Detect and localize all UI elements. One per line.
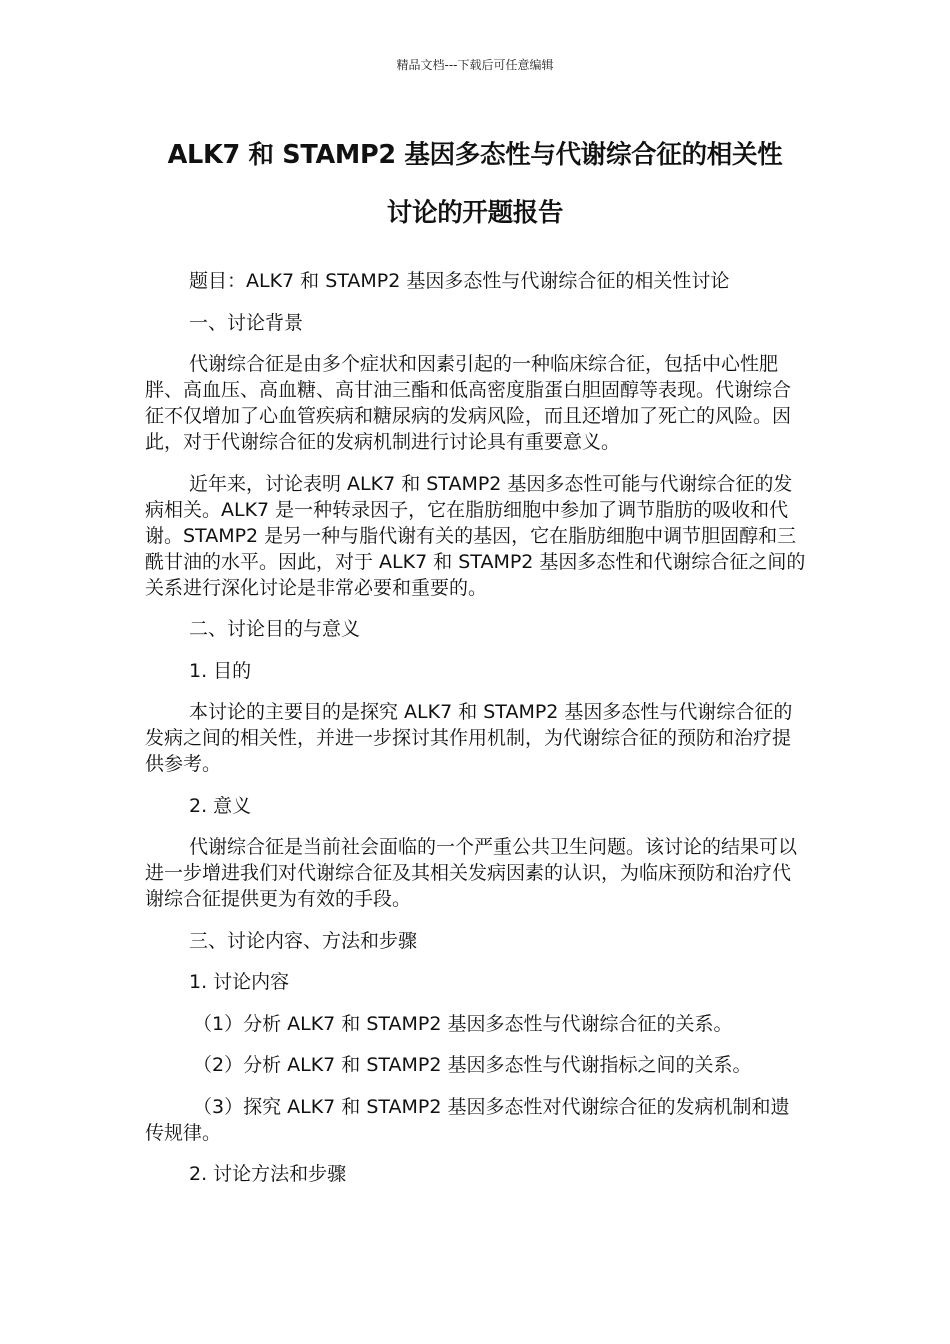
- page-header-watermark: 精品文档---下载后可任意编辑: [396, 58, 554, 72]
- section-3-1-heading: 1. 讨论内容: [189, 971, 290, 993]
- document-title-line-1: ALK7 和 STAMP2 基因多态性与代谢综合征的相关性: [167, 140, 783, 170]
- list-item: （2）分析 ALK7 和 STAMP2 基因多态性与代谢指标之间的关系。: [193, 1054, 752, 1076]
- section-1-paragraph-1: 代谢综合征是由多个症状和因素引起的一种临床综合征，包括中心性肥胖、高血压、高血糖、高甘油三酯和低高密度脂蛋白胆固醇等表现。代谢综合征不仅增加了心血管疾病和糖尿病的发病风险，而且还增加了死亡的风险。因此，对于代谢综合征的发病机制进行讨论具有重要意义。: [145, 353, 792, 453]
- section-1-paragraph-2: 近年来，讨论表明 ALK7 和 STAMP2 基因多态性可能与代谢综合征的发病相关。ALK7 是一种转录因子，它在脂肪细胞中参加了调节脂肪的吸收和代谢。STAMP2 是另一种与脂代谢有关的基因，它在脂肪细胞中调节胆固醇和三酰甘油的水平。因此，对于 ALK7 和 STAMP2 基因多态性和代谢综合征之间的关系进行深化讨论是非常必要和重要的。: [145, 472, 806, 599]
- section-3-2-heading: 2. 讨论方法和步骤: [189, 1163, 347, 1185]
- list-item: （1）分析 ALK7 和 STAMP2 基因多态性与代谢综合征的关系。: [193, 1012, 733, 1035]
- document-body: [145, 268, 807, 1203]
- section-2-2-heading: 2. 意义: [189, 794, 252, 817]
- section-2-heading: 二、讨论目的与意义: [189, 618, 361, 640]
- section-2-1-heading: 1. 目的: [189, 659, 252, 682]
- section-3-heading: 三、讨论内容、方法和步骤: [189, 929, 418, 952]
- topic-line: 题目：ALK7 和 STAMP2 基因多态性与代谢综合征的相关性讨论: [189, 270, 730, 292]
- list-item: （3）探究 ALK7 和 STAMP2 基因多态性对代谢综合征的发病机制和遗传规律。: [145, 1095, 790, 1144]
- section-1-heading: 一、讨论背景: [189, 311, 304, 334]
- section-2-2-paragraph: 代谢综合征是当前社会面临的一个严重公共卫生问题。该讨论的结果可以进一步增进我们对代谢综合征及其相关发病因素的认识，为临床预防和治疗代谢综合征提供更为有效的手段。: [145, 836, 798, 910]
- section-2-1-paragraph: 本讨论的主要目的是探究 ALK7 和 STAMP2 基因多态性与代谢综合征的发病之间的相关性，并进一步探讨其作用机制，为代谢综合征的预防和治疗提供参考。: [145, 701, 793, 775]
- document-title-line-2: 讨论的开题报告: [386, 198, 564, 228]
